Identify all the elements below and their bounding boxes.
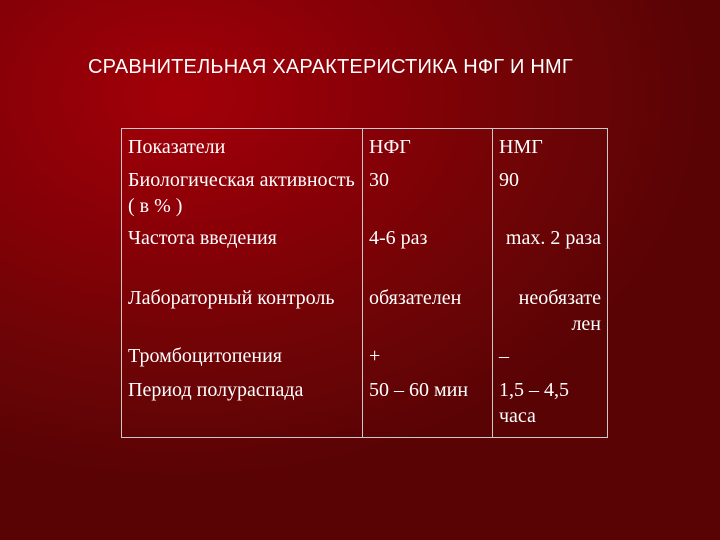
row-label-cell: Период полураспада — [122, 377, 363, 438]
nfg-value-cell: 4-6 раз — [363, 225, 493, 285]
row-label-cell: Частота введения — [122, 225, 363, 285]
table-header-row — [122, 129, 608, 168]
nmg-value-cell: 90 — [493, 167, 608, 225]
comparison-table — [121, 128, 608, 438]
table-row — [122, 343, 608, 377]
row-label-cell: Тромбоцитопения — [122, 343, 363, 377]
nfg-value-cell: 30 — [363, 167, 493, 225]
row-label-cell: Биологическая активность ( в % ) — [122, 167, 363, 225]
table-row — [122, 377, 608, 438]
header-cell-nfg: НФГ — [363, 129, 493, 168]
row-label-cell: Лабораторный контроль — [122, 285, 363, 343]
nfg-value-cell: обязателен — [363, 285, 493, 343]
nfg-value-cell: 50 – 60 мин — [363, 377, 493, 438]
table-row — [122, 285, 608, 343]
nmg-value-cell: необязате лен — [493, 285, 608, 343]
header-cell-indicators: Показатели — [122, 129, 363, 168]
slide-title: СРАВНИТЕЛЬНАЯ ХАРАКТЕРИСТИКА НФГ И НМГ — [88, 56, 573, 78]
nmg-value-cell: 1,5 – 4,5 часа — [493, 377, 608, 438]
header-cell-nmg: НМГ — [493, 129, 608, 168]
nmg-value-cell: max. 2 раза — [493, 225, 608, 285]
table-row — [122, 225, 608, 285]
nmg-value-cell: – — [493, 343, 608, 377]
table-row — [122, 167, 608, 225]
nfg-value-cell: + — [363, 343, 493, 377]
